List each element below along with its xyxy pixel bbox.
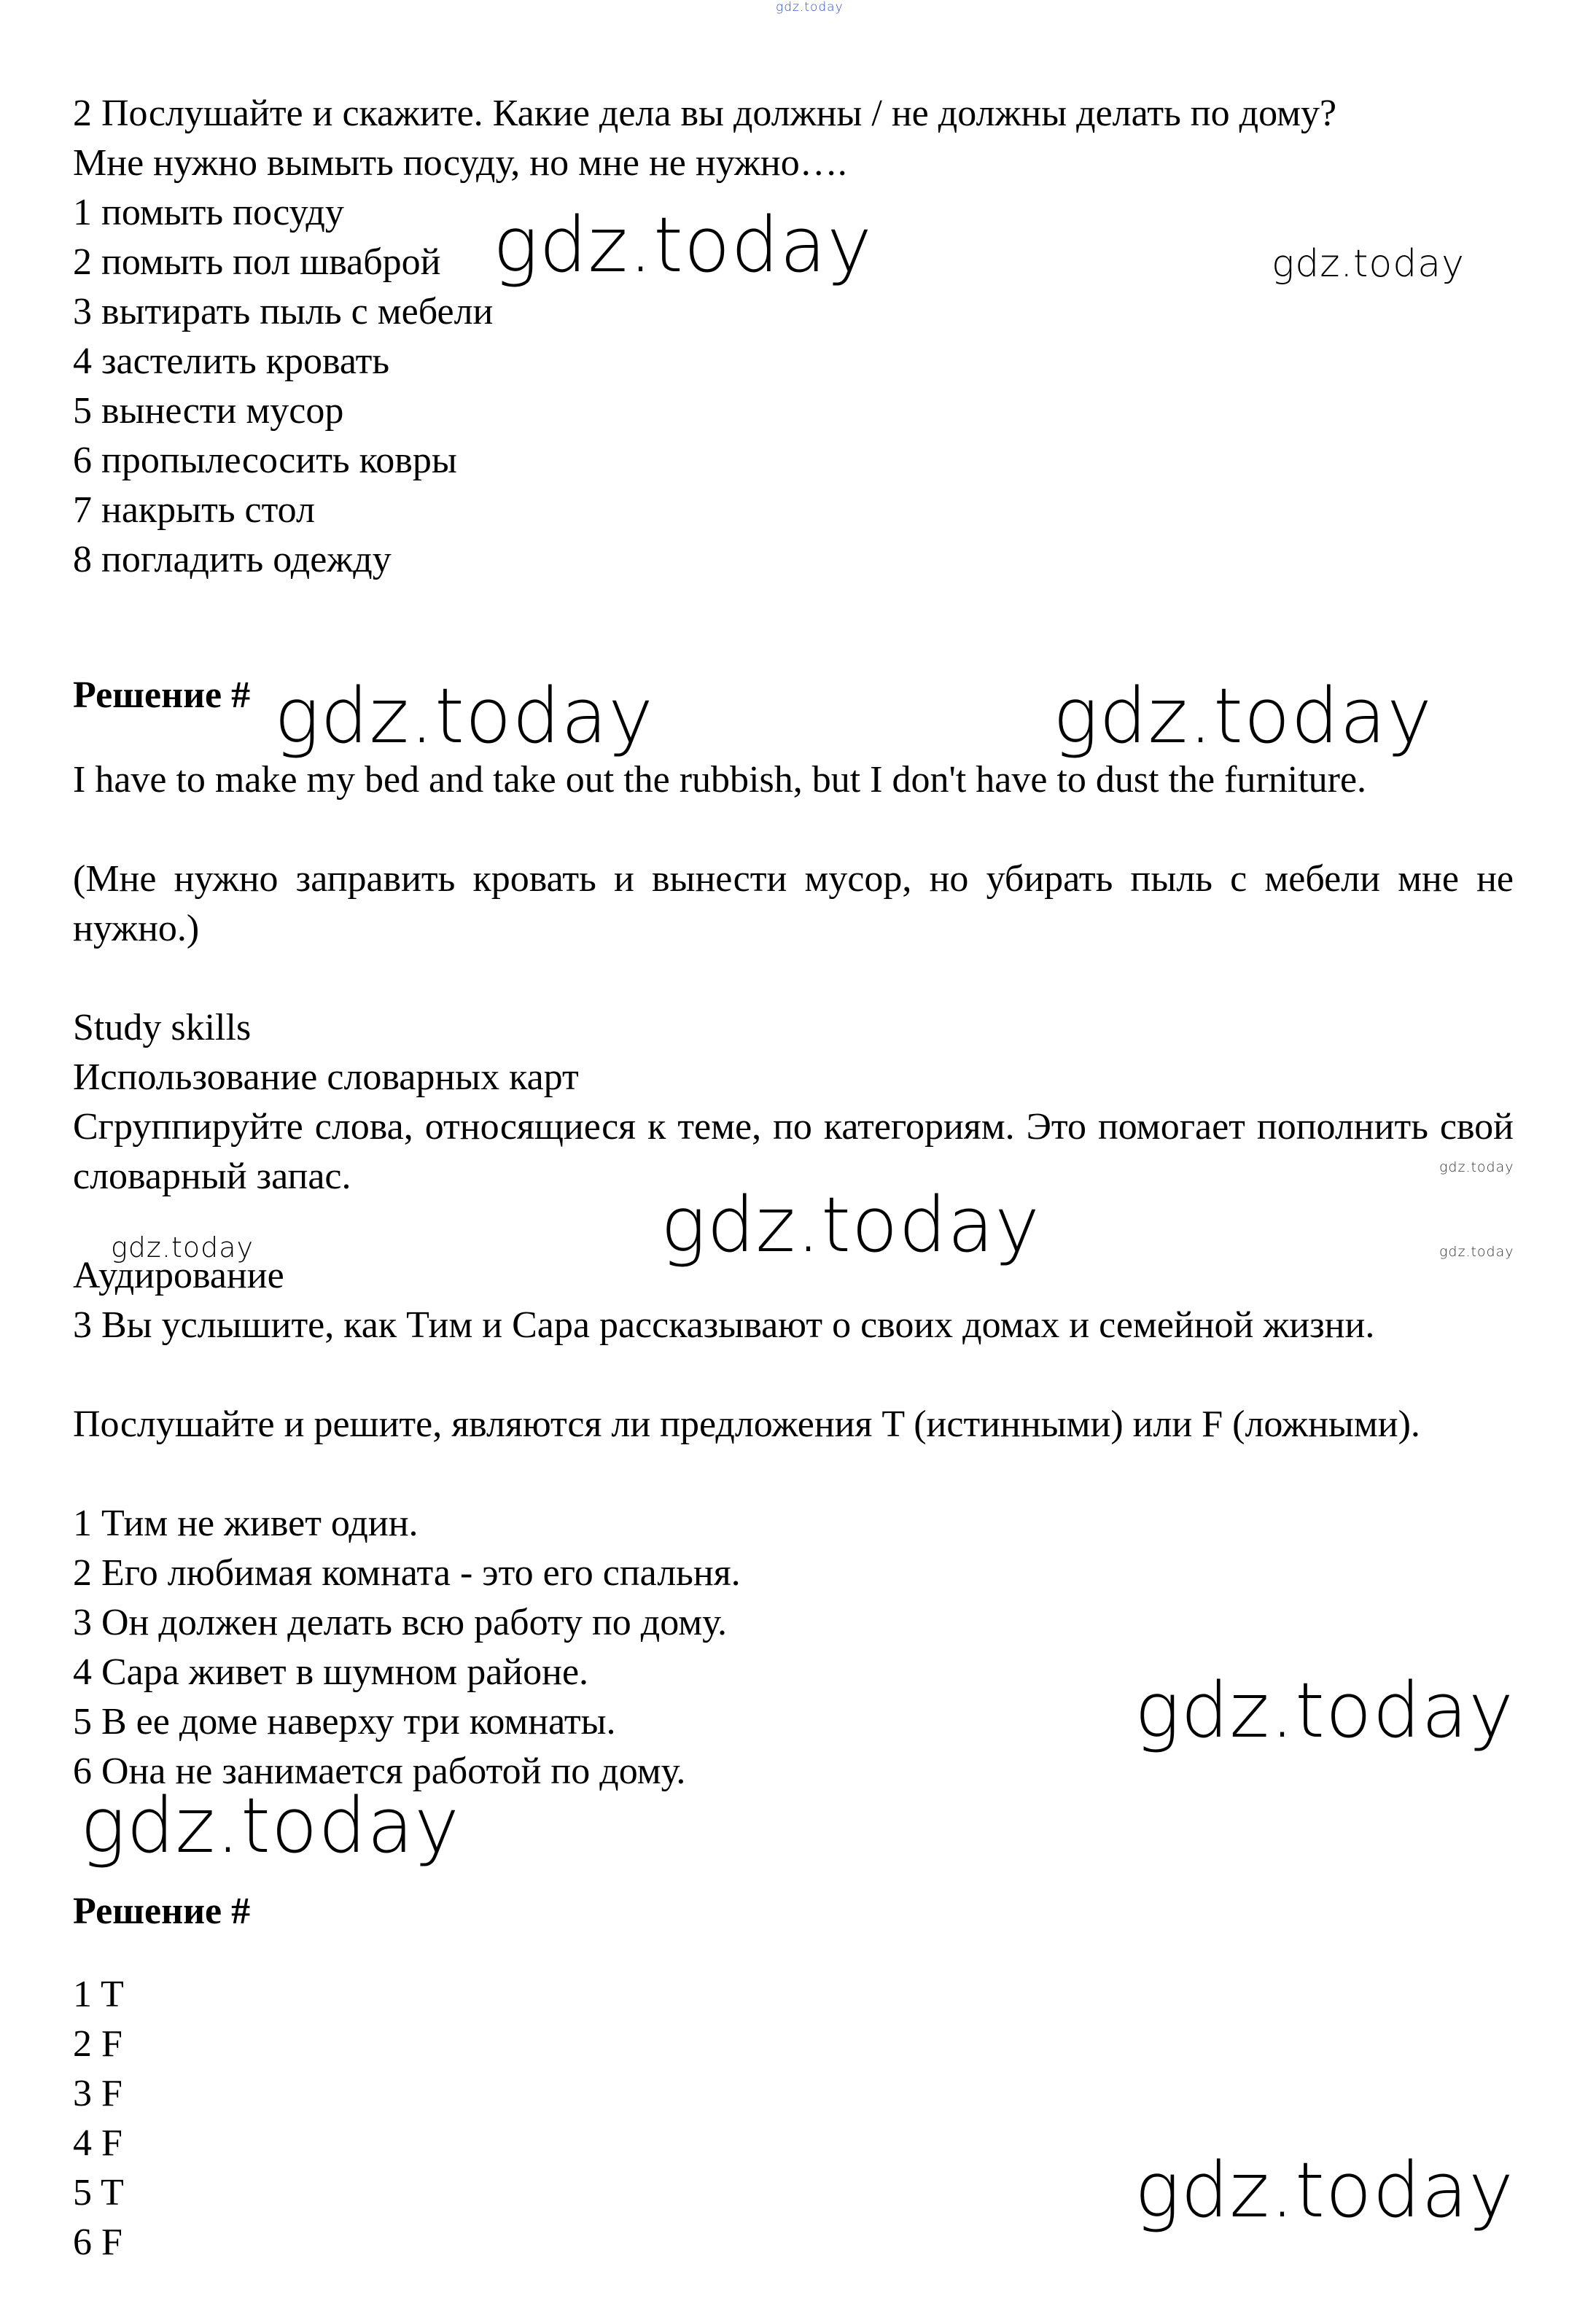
solution-russian: (Мне нужно заправить кровать и вынести мусор, но убирать пыль с мебели мне не нужно.) bbox=[73, 858, 1514, 949]
task2-intro: Мне нужно вымыть посуду, но мне не нужно…. bbox=[73, 142, 847, 184]
watermark: gdz.today bbox=[1053, 671, 1433, 760]
statement-item: 6 Она не занимается работой по дому. bbox=[73, 1751, 686, 1792]
watermark: gdz.today bbox=[1134, 2146, 1514, 2235]
list-item: 8 погладить одежду bbox=[73, 539, 392, 580]
answer-item: 4 F bbox=[73, 2122, 122, 2164]
solution-heading: Решение # bbox=[73, 674, 251, 716]
listening-task: 3 Вы услышите, как Тим и Сара рассказывают о своих домах и семейной жизни. bbox=[73, 1304, 1375, 1346]
task2-title: 2 Послушайте и скажите. Какие дела вы должны / не должны делать по дому? bbox=[73, 93, 1337, 134]
study-skills-title: Study skills bbox=[73, 1007, 252, 1048]
watermark: gdz.today bbox=[661, 1180, 1040, 1269]
statement-item: 2 Его любимая комната - это его спальня. bbox=[73, 1552, 741, 1594]
answer-item: 5 T bbox=[73, 2172, 124, 2213]
statement-item: 4 Сара живет в шумном районе. bbox=[73, 1651, 589, 1693]
answer-item: 1 T bbox=[73, 1974, 124, 2015]
statement-item: 5 В ее доме наверху три комнаты. bbox=[73, 1701, 616, 1743]
answer-item: 2 F bbox=[73, 2023, 122, 2065]
watermark: gdz.today bbox=[111, 1231, 254, 1263]
list-item: 3 вытирать пыль с мебели bbox=[73, 291, 494, 332]
study-skills-subtitle: Использование словарных карт bbox=[73, 1056, 579, 1098]
statement-item: 1 Тим не живет один. bbox=[73, 1503, 419, 1544]
list-item: 2 помыть пол шваброй bbox=[73, 241, 441, 283]
list-item: 7 накрыть стол bbox=[73, 489, 315, 531]
watermark-top: gdz.today bbox=[776, 0, 844, 15]
watermark: gdz.today bbox=[1134, 1666, 1514, 1755]
answer-item: 6 F bbox=[73, 2222, 122, 2263]
watermark: gdz.today bbox=[1272, 242, 1465, 286]
watermark: gdz.today bbox=[1439, 1159, 1514, 1175]
watermark: gdz.today bbox=[80, 1781, 460, 1870]
listening-instruction: Послушайте и решите, являются ли предложения T (истинными) или F (ложными). bbox=[73, 1403, 1420, 1445]
statement-item: 3 Он должен делать всю работу по дому. bbox=[73, 1602, 727, 1643]
list-item: 5 вынести мусор bbox=[73, 390, 344, 432]
listening-title: Аудирование bbox=[73, 1255, 284, 1296]
study-skills-text: Сгруппируйте слова, относящиеся к теме, по категориям. Это помогает пополнить свой словарный запас. bbox=[73, 1106, 1514, 1197]
watermark: gdz.today bbox=[1439, 1244, 1514, 1260]
solution-heading: Решение # bbox=[73, 1891, 251, 1932]
list-item: 1 помыть посуду bbox=[73, 192, 344, 233]
list-item: 4 застелить кровать bbox=[73, 340, 390, 382]
answer-item: 3 F bbox=[73, 2073, 122, 2114]
watermark: gdz.today bbox=[274, 671, 654, 760]
solution-english: I have to make my bed and take out the rubbish, but I don't have to dust the furniture. bbox=[73, 759, 1367, 801]
list-item: 6 пропылесосить ковры bbox=[73, 440, 457, 481]
watermark: gdz.today bbox=[493, 200, 873, 289]
